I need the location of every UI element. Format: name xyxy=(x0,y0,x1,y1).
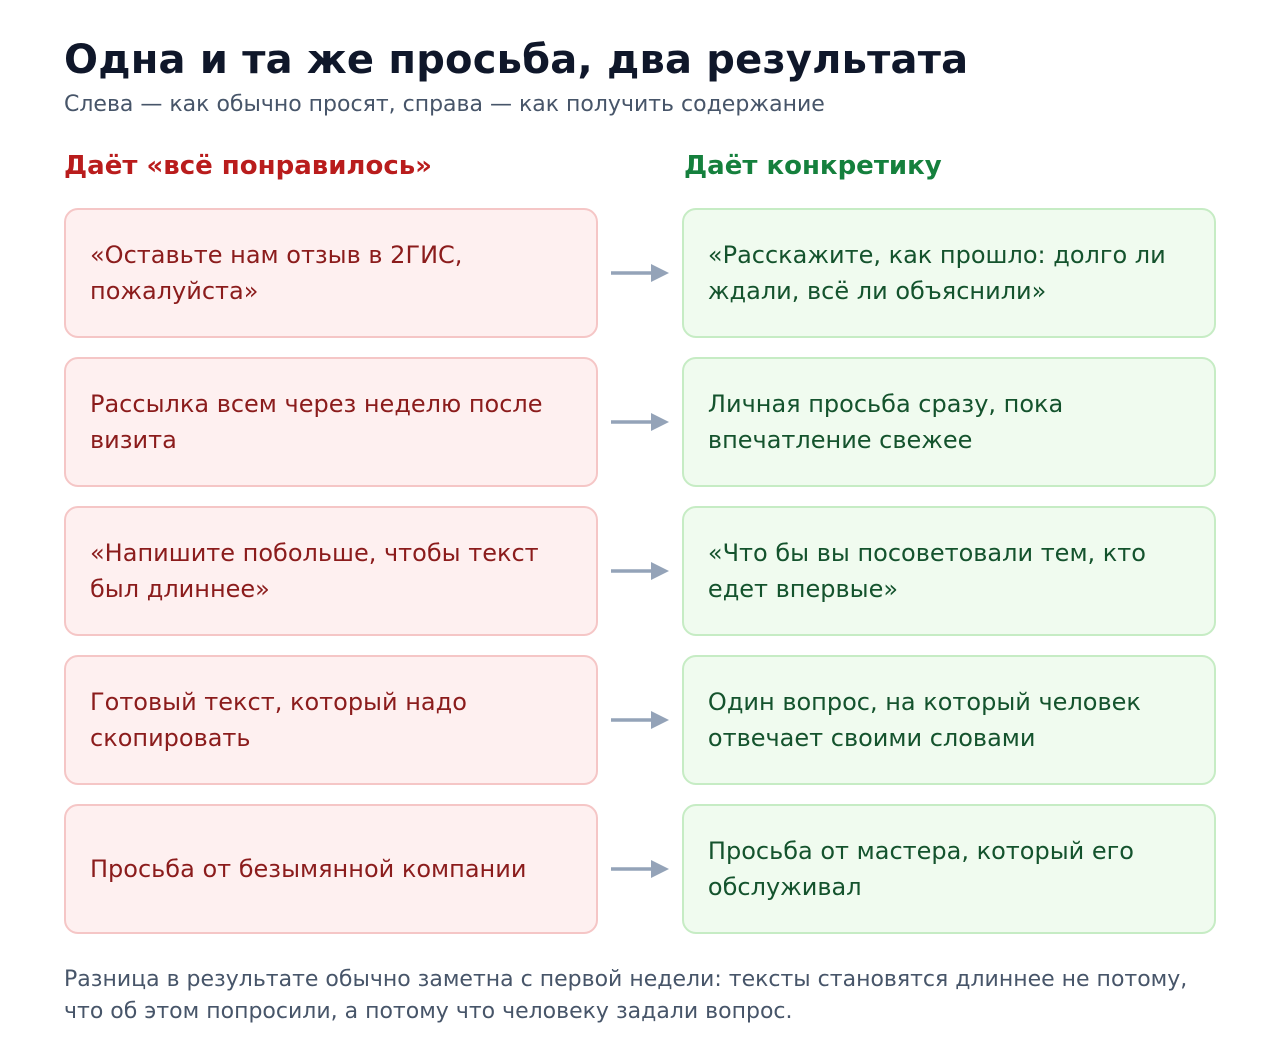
good-request-card: Один вопрос, на который человек отвечает своими словами xyxy=(682,655,1216,785)
bad-request-card: Рассылка всем через неделю после визита xyxy=(64,357,598,487)
good-request-card: «Что бы вы посоветовали тем, кто едет впервые» xyxy=(682,506,1216,636)
arrow-right-icon xyxy=(598,357,682,487)
comparison-row xyxy=(64,506,1216,636)
bad-request-card: Просьба от безымянной компании xyxy=(64,804,598,934)
comparison-row xyxy=(64,357,1216,487)
comparison-row xyxy=(64,804,1216,934)
comparison-rows xyxy=(64,208,1216,934)
bad-request-card: «Оставьте нам отзыв в 2ГИС, пожалуйста» xyxy=(64,208,598,338)
page-title: Одна и та же просьба, два результата xyxy=(64,37,969,83)
page-subtitle: Слева — как обычно просят, справа — как получить содержание xyxy=(64,92,825,117)
arrow-right-icon xyxy=(598,506,682,636)
arrow-right-icon xyxy=(598,655,682,785)
good-request-card: Личная просьба сразу, пока впечатление свежее xyxy=(682,357,1216,487)
footer-note: Разница в результате обычно заметна с первой недели: тексты становятся длиннее не потому, что об этом попросили, а потому что человеку задали вопрос. xyxy=(64,967,1188,1024)
comparison-row xyxy=(64,208,1216,338)
bad-request-card: «Напишите побольше, чтобы текст был длиннее» xyxy=(64,506,598,636)
good-request-card: «Расскажите, как прошло: долго ли ждали, всё ли объяснили» xyxy=(682,208,1216,338)
left-column-title: Даёт «всё понравилось» xyxy=(64,151,432,181)
comparison-row xyxy=(64,655,1216,785)
arrow-right-icon xyxy=(598,804,682,934)
bad-request-card: Готовый текст, который надо скопировать xyxy=(64,655,598,785)
good-request-card: Просьба от мастера, который его обслуживал xyxy=(682,804,1216,934)
right-column-title: Даёт конкретику xyxy=(684,151,942,181)
column-headers xyxy=(64,146,1216,186)
arrow-right-icon xyxy=(598,208,682,338)
